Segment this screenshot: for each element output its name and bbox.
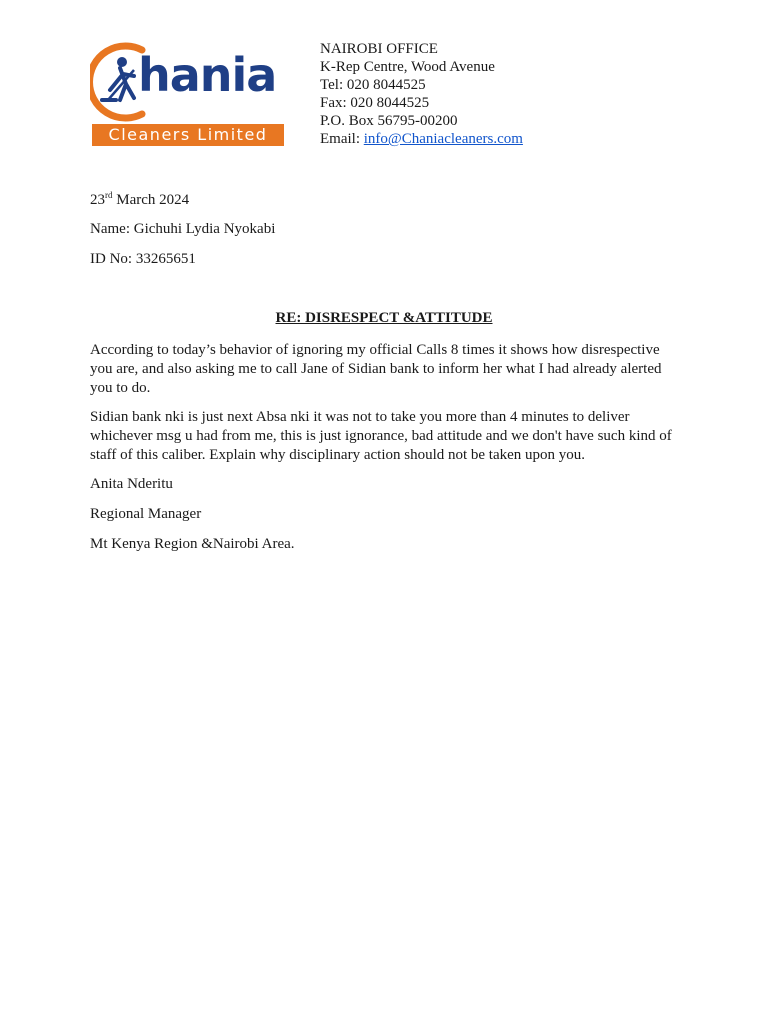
letter-date — [90, 192, 189, 209]
recipient-id: ID No: 33265651 — [90, 251, 196, 267]
office-po-box: P.O. Box 56795-00200 — [320, 113, 458, 129]
date-rest: March 2024 — [112, 192, 190, 208]
signatory-region: Mt Kenya Region &Nairobi Area. — [90, 536, 295, 552]
office-tel: Tel: 020 8044525 — [320, 77, 426, 93]
recipient-name: Name: Gichuhi Lydia Nyokabi — [90, 221, 276, 237]
letter-subject: RE: DISRESPECT &ATTITUDE — [275, 310, 493, 326]
office-email-line — [320, 130, 523, 148]
company-tagline: Cleaners Limited — [92, 124, 284, 146]
office-street: K-Rep Centre, Wood Avenue — [320, 59, 495, 75]
company-wordmark: hania — [138, 48, 277, 102]
signatory-name: Anita Nderitu — [90, 476, 173, 492]
company-logo — [90, 40, 286, 148]
body-paragraph: Sidian bank nki is just next Absa nki it was not to take you more than 4 minutes to deliver whichever msg u had from me, this is just ignorance, bad attitude and we don't have such kind of staff of this caliber. Explain why disciplinary action should not be taken upon you. — [90, 409, 672, 463]
office-email-label: Email: — [320, 131, 364, 147]
office-title: NAIROBI OFFICE — [320, 41, 438, 57]
date-suffix: rd — [105, 190, 113, 200]
body-paragraph: According to today’s behavior of ignoring my official Calls 8 times it shows how disrespective you are, and also asking me to call Jane of Sidian bank to inform her what I had already alerted you to do. — [90, 342, 662, 396]
office-fax: Fax: 020 8044525 — [320, 95, 430, 111]
signatory-title: Regional Manager — [90, 506, 202, 522]
office-email-link[interactable]: info@Chaniacleaners.com — [363, 131, 523, 147]
office-address-block — [320, 40, 523, 148]
date-day: 23 — [90, 192, 105, 208]
